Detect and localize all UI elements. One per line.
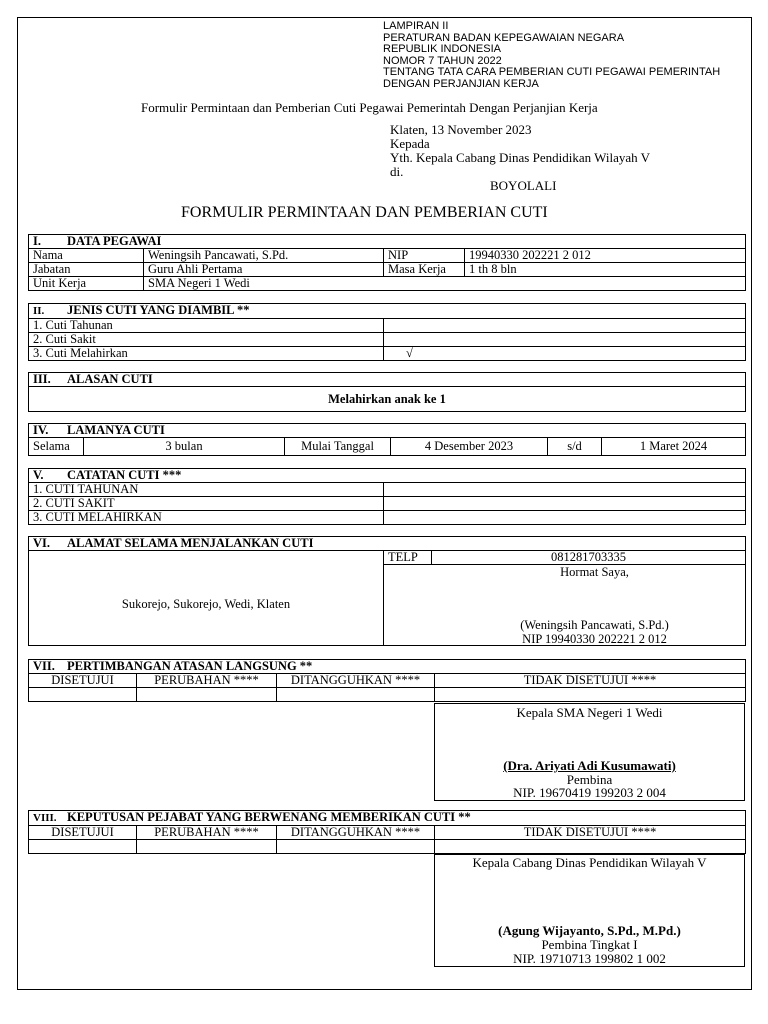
lampiran-line: NOMOR 7 TAHUN 2022	[383, 54, 502, 67]
catatan-item: 1. CUTI TAHUNAN	[29, 483, 384, 497]
label-unit-kerja: Unit Kerja	[29, 277, 144, 291]
cuti-mark: √	[384, 347, 746, 361]
pejabat-title: Kepala Cabang Dinas Pendidikan Wilayah V	[472, 855, 707, 870]
atasan-signature-box	[434, 703, 745, 801]
pejabat-rank: Pembina Tingkat I	[541, 937, 638, 952]
section-header: V. CATATAN CUTI ***	[29, 469, 746, 483]
lampiran-block	[383, 21, 720, 91]
city: BOYOLALI	[490, 178, 557, 193]
lampiran-line: PERATURAN BADAN KEPEGAWAIAN NEGARA	[383, 31, 625, 44]
pejabat-name: (Agung Wijayanto, S.Pd., M.Pd.)	[498, 923, 681, 938]
cuti-item: 3. Cuti Melahirkan	[29, 347, 384, 361]
value-unit-kerja: SMA Negeri 1 Wedi	[144, 277, 746, 291]
section-header: I. DATA PEGAWAI	[29, 235, 746, 249]
lampiran-line: REPUBLIK INDONESIA	[383, 43, 501, 56]
cuti-item: 1. Cuti Tahunan	[29, 319, 384, 333]
value-telp: 081281703335	[432, 551, 746, 565]
section-jenis-cuti	[28, 303, 746, 361]
value-jabatan: Guru Ahli Pertama	[144, 263, 384, 277]
cuti-mark	[384, 319, 746, 333]
col-ditangguhkan: DITANGGUHKAN ****	[277, 674, 435, 688]
col-tidak-disetujui: TIDAK DISETUJUI ****	[435, 674, 746, 688]
lampiran-line: DENGAN PERJANJIAN KERJA	[383, 77, 539, 90]
value-nip: 19940330 202221 2 012	[465, 249, 746, 263]
section-keputusan	[28, 810, 746, 854]
form-subtitle: Formulir Permintaan dan Pemberian Cuti Pegawai Pemerintah Dengan Perjanjian Kerja	[141, 100, 598, 115]
value-nama: Weningsih Pancawati, S.Pd.	[144, 249, 384, 263]
section-lamanya-cuti	[28, 423, 746, 456]
label-jabatan: Jabatan	[29, 263, 144, 277]
atasan-nip: NIP. 19670419 199203 2 004	[513, 785, 666, 800]
section-header: VI. ALAMAT SELAMA MENJALANKAN CUTI	[29, 537, 746, 551]
alasan-text: Melahirkan anak ke 1	[29, 387, 746, 412]
col-tidak-disetujui: TIDAK DISETUJUI ****	[435, 826, 746, 840]
cuti-item: 2. Cuti Sakit	[29, 333, 384, 347]
section-header: II. JENIS CUTI YANG DIAMBIL **	[29, 304, 746, 319]
section-alamat	[28, 536, 746, 646]
place-date: Klaten, 13 November 2023	[390, 122, 532, 137]
col-disetujui: DISETUJUI	[29, 674, 137, 688]
section-data-pegawai	[28, 234, 746, 291]
label-masa-kerja: Masa Kerja	[384, 263, 465, 277]
pejabat-nip: NIP. 19710713 199802 1 002	[513, 951, 666, 966]
applicant-signature	[384, 565, 746, 646]
section-header: VII. PERTIMBANGAN ATASAN LANGSUNG **	[29, 660, 746, 674]
lampiran-line: TENTANG TATA CARA PEMBERIAN CUTI PEGAWAI PEMERINTAH	[383, 66, 721, 79]
col-ditangguhkan: DITANGGUHKAN ****	[277, 826, 435, 840]
value-sampai: 1 Maret 2024	[602, 438, 746, 456]
section-alasan-cuti	[28, 372, 746, 412]
cuti-mark	[384, 333, 746, 347]
catatan-item: 2. CUTI SAKIT	[29, 497, 384, 511]
atasan-name: (Dra. Ariyati Adi Kusumawati)	[503, 758, 676, 773]
section-header: VIII. KEPUTUSAN PEJABAT YANG BERWENANG MEMBERIKAN CUTI **	[29, 811, 746, 826]
col-perubahan: PERUBAHAN ****	[137, 826, 277, 840]
hormat: Hormat Saya,	[560, 565, 629, 579]
recipient: Yth. Kepala Cabang Dinas Pendidikan Wilayah V	[390, 150, 651, 165]
atasan-title: Kepala SMA Negeri 1 Wedi	[516, 705, 663, 720]
form-title: FORMULIR PERMINTAAN DAN PEMBERIAN CUTI	[181, 204, 548, 221]
lampiran-line: LAMPIRAN II	[383, 20, 449, 32]
address: Sukorejo, Sukorejo, Wedi, Klaten	[29, 565, 384, 646]
di: di.	[390, 164, 404, 179]
catatan-item: 3. CUTI MELAHIRKAN	[29, 511, 384, 525]
value-selama: 3 bulan	[84, 438, 285, 456]
value-mulai: 4 Desember 2023	[391, 438, 548, 456]
col-disetujui: DISETUJUI	[29, 826, 137, 840]
label-mulai: Mulai Tanggal	[285, 438, 391, 456]
atasan-rank: Pembina	[566, 772, 613, 787]
pejabat-signature-box	[434, 854, 745, 967]
section-catatan-cuti	[28, 468, 746, 525]
section-header: III. ALASAN CUTI	[29, 373, 746, 387]
kepada: Kepada	[390, 136, 430, 151]
label-telp: TELP	[384, 551, 432, 565]
section-pertimbangan	[28, 659, 746, 702]
section-header: IV. LAMANYA CUTI	[29, 424, 746, 438]
value-masa-kerja: 1 th 8 bln	[465, 263, 746, 277]
label-nama: Nama	[29, 249, 144, 263]
applicant-nip: NIP 19940330 202221 2 012	[522, 632, 667, 646]
label-selama: Selama	[29, 438, 84, 456]
col-perubahan: PERUBAHAN ****	[137, 674, 277, 688]
label-nip: NIP	[384, 249, 465, 263]
applicant-name: (Weningsih Pancawati, S.Pd.)	[520, 618, 669, 632]
label-sd: s/d	[548, 438, 602, 456]
